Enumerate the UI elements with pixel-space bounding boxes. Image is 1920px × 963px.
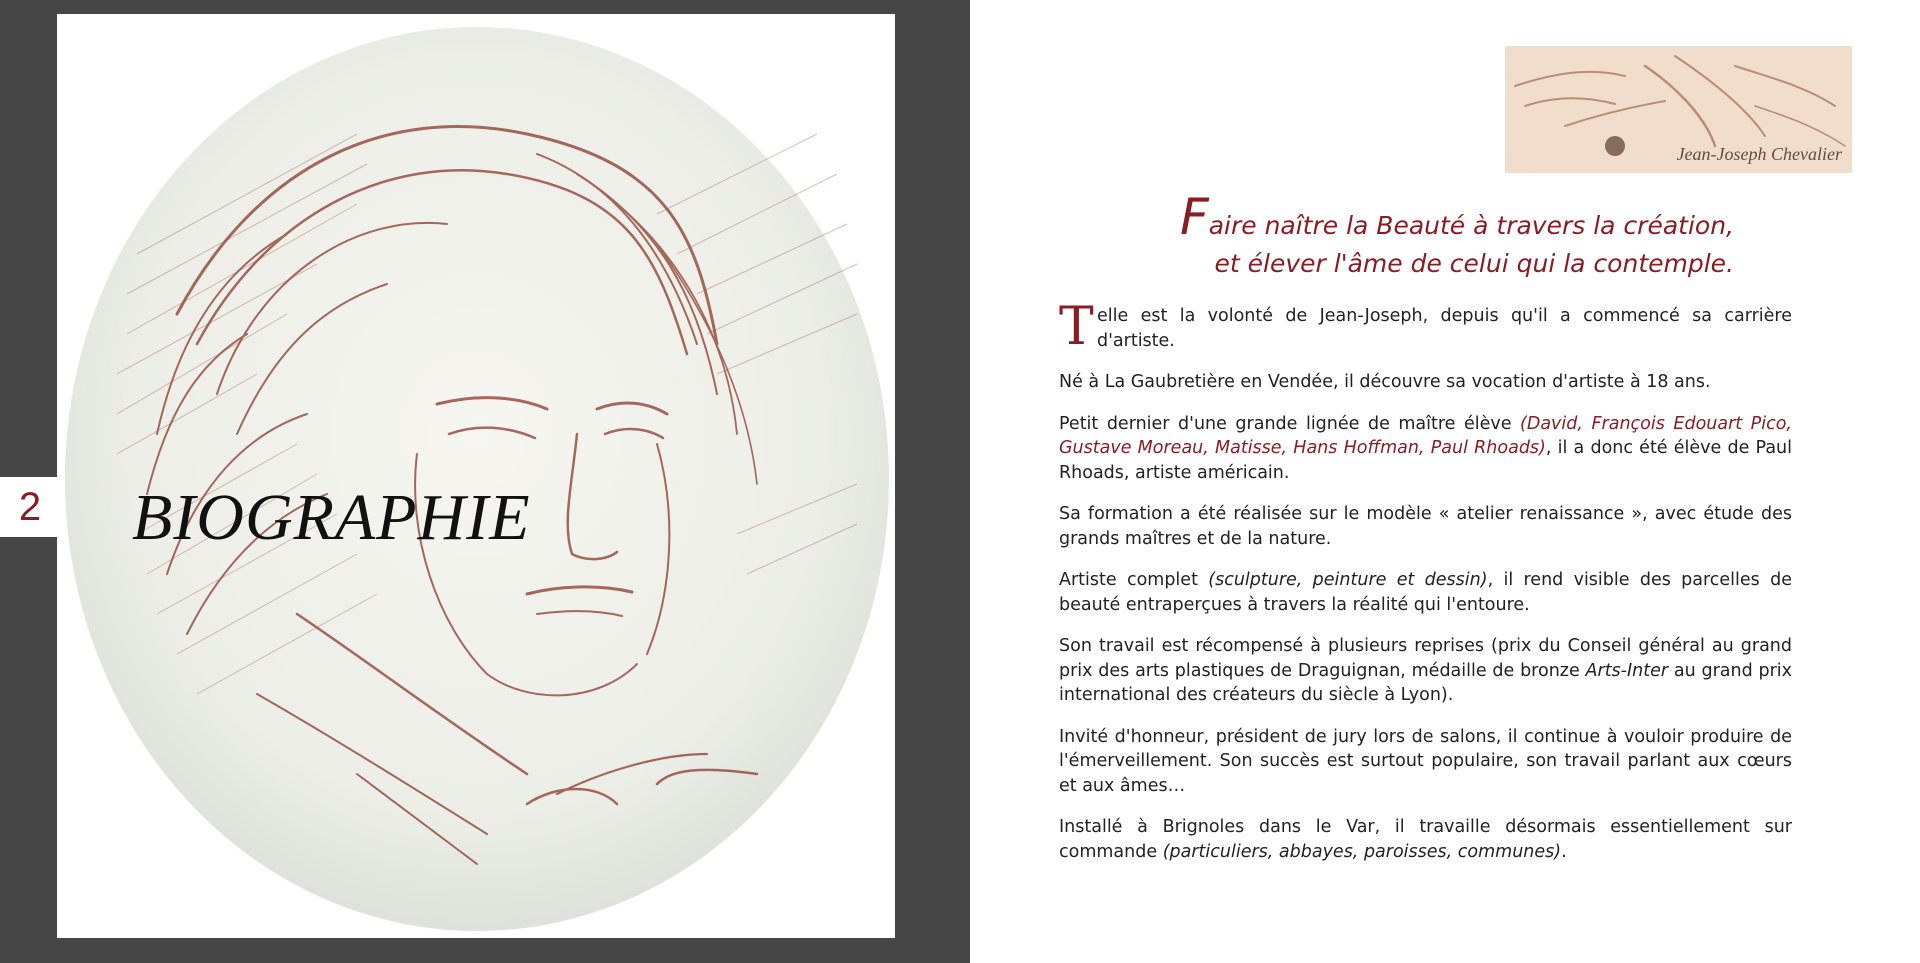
bio-paragraph-3 — [1059, 412, 1792, 486]
tagline-initial: F — [1179, 188, 1209, 246]
section-title: BIOGRAPHIE — [132, 481, 531, 554]
bio-paragraph-7: Invité d'honneur, président de jury lors de salons, il continue à vouloir produire de l'émerveillement. Son succès est surtout populaire, son travail parlant aux cœurs et aux âmes… — [1059, 726, 1792, 796]
bio-paragraph-2: Né à La Gaubretière en Vendée, il découvre sa vocation d'artiste à 18 ans. — [1059, 372, 1711, 392]
masters-list: (David, François Edouart Pico, Gustave Moreau, Matisse, Hans Hoffman, Paul Rhoads) — [1059, 413, 1792, 458]
portrait-image — [57, 14, 895, 938]
bio-paragraph-3-text: Petit dernier d'une grande lignée de maître élève — [1059, 413, 1521, 434]
tagline — [1179, 188, 1734, 283]
signature-image — [1505, 46, 1852, 173]
bio-paragraph-6-end: au grand prix international des créateurs du siècle à Lyon). — [1059, 660, 1792, 705]
bio-paragraph-8-end: . — [1561, 841, 1567, 862]
bio-paragraph-6-text: Son travail est récompensé à plusieurs reprises (prix du Conseil général au grand prix des arts plastiques de Draguignan, médaille de bronze — [1059, 636, 1792, 681]
bio-paragraph-1 — [1059, 297, 1792, 357]
clients-list: (particuliers, abbayes, paroisses, communes) — [1162, 841, 1562, 862]
bio-paragraph-8-text: Installé à Brignoles dans le Var, il travaille désormais essentiellement sur commande — [1059, 817, 1792, 862]
bio-paragraph-3-end: , il a donc été élève de Paul Rhoads, artiste américain. — [1059, 438, 1792, 483]
bio-paragraph-5 — [1059, 568, 1792, 617]
bio-paragraph-8 — [1059, 815, 1792, 864]
bio-paragraph-5-text: Artiste complet — [1059, 570, 1209, 590]
page-number: 2 — [18, 484, 42, 529]
bio-paragraph-6 — [1059, 634, 1792, 708]
red-chalk-portrait-drawing — [57, 14, 895, 938]
biography-text — [1059, 297, 1792, 881]
tagline-line-1-text: aire naître la Beauté à travers la création, — [1208, 211, 1734, 240]
bio-paragraph-1-text: elle est la volonté de Jean-Joseph, depuis qu'il a commencé sa carrière d'artiste. — [1097, 306, 1792, 351]
bio-paragraph-4: Sa formation a été réalisée sur le modèle « atelier renaissance », avec étude des grands maîtres et de la nature. — [1059, 504, 1792, 549]
artist-signature: Jean-Joseph Chevalier — [1676, 144, 1842, 164]
bio-drop-cap: T — [1059, 297, 1094, 357]
tagline-line-1 — [1179, 188, 1734, 246]
bio-paragraph-5-end: , il rend visible des parcelles de beauté entraperçues à travers la réalité qui l'entoure. — [1059, 570, 1792, 615]
tagline-line-2: et élever l'âme de celui qui la contemple. — [1214, 249, 1734, 278]
page-number-box — [0, 477, 60, 537]
disciplines-list: (sculpture, peinture et dessin) — [1208, 570, 1488, 590]
award-name: Arts-Inter — [1585, 660, 1669, 681]
